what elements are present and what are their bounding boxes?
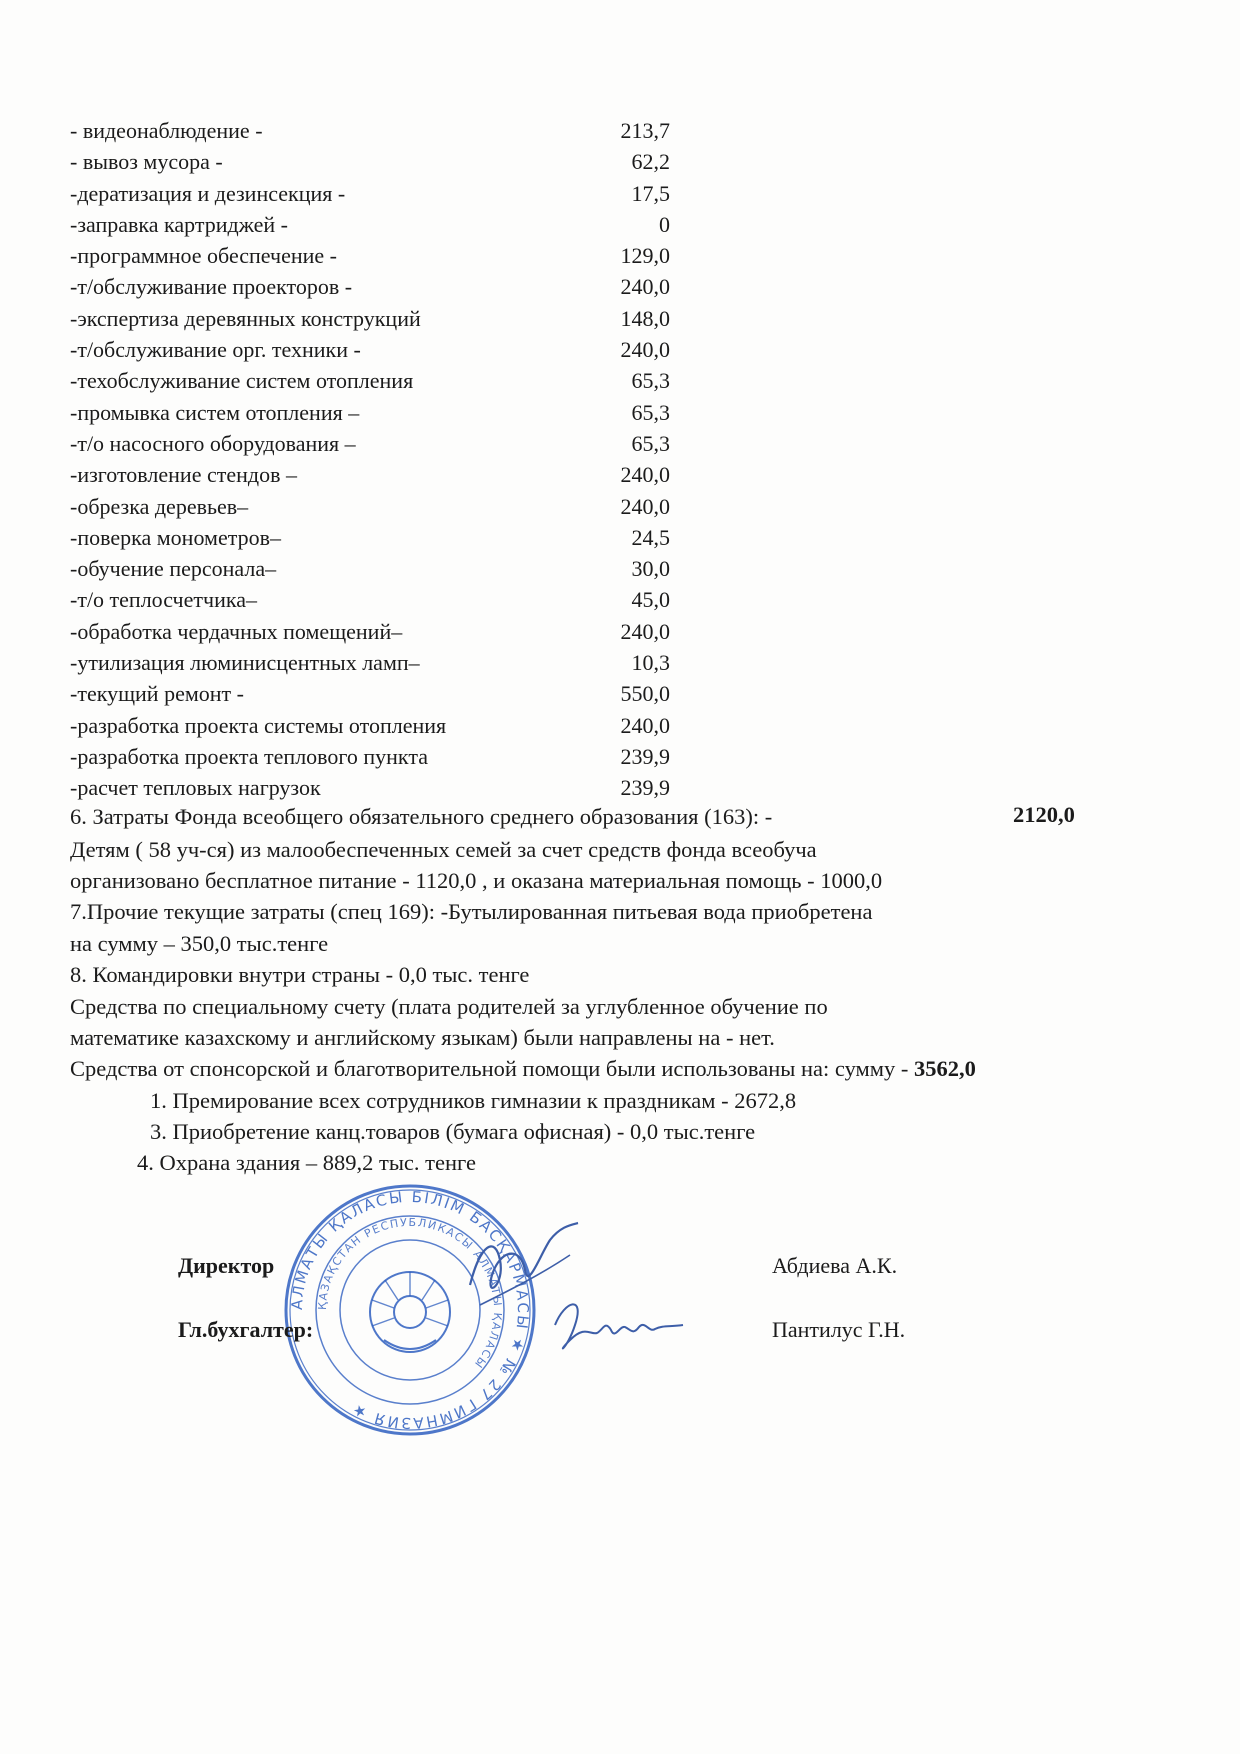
expense-value: 239,9	[620, 775, 670, 801]
expense-value: 62,2	[631, 149, 670, 175]
section-6-line3: организовано бесплатное питание - 1120,0 , и оказана материальная помощь - 1000,0	[70, 868, 883, 893]
expense-value: 148,0	[620, 305, 670, 331]
expense-value: 240,0	[620, 462, 670, 488]
expense-value: 0	[659, 211, 670, 237]
expense-value: 30,0	[631, 556, 670, 582]
expense-label: -изготовление стендов –	[70, 462, 297, 488]
expense-value: 65,3	[631, 399, 670, 425]
expense-label: -обработка чердачных помещений–	[70, 618, 403, 644]
expense-value: 239,9	[620, 743, 670, 769]
expense-row	[70, 397, 670, 428]
section-7-line2: на сумму – 350,0 тыс.тенге	[70, 931, 329, 956]
expense-label: -промывка систем отопления –	[70, 399, 360, 425]
sponsor-line	[70, 1054, 976, 1084]
expense-label: -разработка проекта теплового пункта	[70, 743, 428, 769]
accountant-name: Пантилус Г.Н.	[772, 1317, 906, 1342]
director-label: Директор	[178, 1253, 275, 1278]
section-8-line: 8. Командировки внутри страны - 0,0 тыс. тенге	[70, 962, 530, 987]
expense-label: -техобслуживание систем отопления	[70, 368, 414, 394]
svg-text:АЛМАТЫ ҚАЛАСЫ БІЛІМ БАСҚАРМАСЫ: АЛМАТЫ ҚАЛАСЫ БІЛІМ БАСҚАРМАСЫ ★ № 27 ГИМНАЗИЯ ★	[287, 1187, 533, 1433]
expense-row	[70, 491, 670, 522]
section-6-text: 6. Затраты Фонда всеобщего обязательного среднего образования (163): -	[70, 804, 773, 829]
expense-list	[70, 115, 670, 804]
expense-label: -поверка монометров–	[70, 524, 281, 550]
expense-label: -т/обслуживание проекторов -	[70, 274, 353, 300]
expense-value: 129,0	[620, 243, 670, 269]
director-name: Абдиева А.К.	[772, 1253, 898, 1278]
expense-value: 240,0	[620, 337, 670, 363]
expense-value: 17,5	[631, 180, 670, 206]
sponsor-text: Средства от спонсорской и благотворительной помощи были использованы на: сумму -	[70, 1056, 914, 1081]
svg-text:ҚАЗАҚСТАН РЕСПУБЛИКАСЫ АЛМАТЫ: ҚАЗАҚСТАН РЕСПУБЛИКАСЫ АЛМАТЫ ҚАЛАСЫ	[315, 1215, 505, 1372]
expense-label: - вывоз мусора -	[70, 149, 223, 175]
accountant-signature	[545, 1285, 690, 1365]
expense-row	[70, 772, 670, 803]
expense-value: 45,0	[631, 587, 670, 613]
sponsor-item-1: 1. Премирование всех сотрудников гимназии к праздникам - 2672,8	[150, 1088, 797, 1113]
expense-label: -т/о теплосчетчика–	[70, 587, 257, 613]
expense-label: -обучение персонала–	[70, 556, 277, 582]
special-account-line1: Средства по специальному счету (плата родителей за углубленное обучение по	[70, 994, 828, 1019]
expense-row	[70, 678, 670, 709]
sponsor-item-3: 3. Приобретение канц.товаров (бумага офисная) - 0,0 тыс.тенге	[150, 1119, 756, 1144]
expense-label: -расчет тепловых нагрузок	[70, 775, 321, 801]
expense-row	[70, 459, 670, 490]
expense-row	[70, 647, 670, 678]
section-6-line	[70, 802, 772, 832]
expense-row	[70, 616, 670, 647]
expense-row	[70, 178, 670, 209]
expense-label: -текущий ремонт -	[70, 681, 244, 707]
expense-row	[70, 115, 670, 146]
expense-row	[70, 710, 670, 741]
expense-value: 10,3	[631, 650, 670, 676]
expense-row	[70, 240, 670, 271]
expense-row	[70, 146, 670, 177]
expense-label: -утилизация люминисцентных ламп–	[70, 650, 420, 676]
expense-row	[70, 334, 670, 365]
expense-label: -заправка картриджей -	[70, 211, 288, 237]
expense-value: 65,3	[631, 368, 670, 394]
expense-row	[70, 209, 670, 240]
section-7-line1: 7.Прочие текущие затраты (спец 169): -Бутылированная питьевая вода приобретена	[70, 899, 873, 924]
expense-label: -программное обеспечение -	[70, 243, 337, 269]
expense-row	[70, 553, 670, 584]
expense-row	[70, 584, 670, 615]
expense-value: 550,0	[620, 681, 670, 707]
expense-row	[70, 365, 670, 396]
expense-label: -обрезка деревьев–	[70, 493, 249, 519]
expense-label: -разработка проекта системы отопления	[70, 712, 447, 738]
expense-row	[70, 303, 670, 334]
expense-label: -экспертиза деревянных конструкций	[70, 305, 421, 331]
expense-label: - видеонаблюдение -	[70, 118, 263, 143]
expense-row	[70, 428, 670, 459]
expense-value: 240,0	[620, 618, 670, 644]
expense-row	[70, 741, 670, 772]
expense-value: 24,5	[631, 524, 670, 550]
sponsor-item-4: 4. Охрана здания – 889,2 тыс. тенге	[137, 1150, 476, 1175]
section-6-line2: Детям ( 58 уч-ся) из малообеспеченных семей за счет средств фонда всеобуча	[70, 837, 817, 862]
expense-row	[70, 271, 670, 302]
expense-label: -т/о насосного оборудования –	[70, 430, 356, 456]
expense-value: 240,0	[620, 712, 670, 738]
expense-value: 240,0	[620, 274, 670, 300]
special-account-line2: математике казахскому и английскому языкам) были направлены на - нет.	[70, 1025, 775, 1050]
accountant-label: Гл.бухгалтер:	[178, 1317, 314, 1342]
expense-value: 240,0	[620, 493, 670, 519]
expense-value: 65,3	[631, 430, 670, 456]
expense-value: 213,7	[620, 118, 670, 143]
expense-row	[70, 522, 670, 553]
expense-label: -дератизация и дезинсекция -	[70, 180, 346, 206]
sponsor-total: 3562,0	[914, 1056, 976, 1081]
section-6-total: 2120,0	[1013, 802, 1075, 827]
expense-label: -т/обслуживание орг. техники -	[70, 337, 361, 363]
